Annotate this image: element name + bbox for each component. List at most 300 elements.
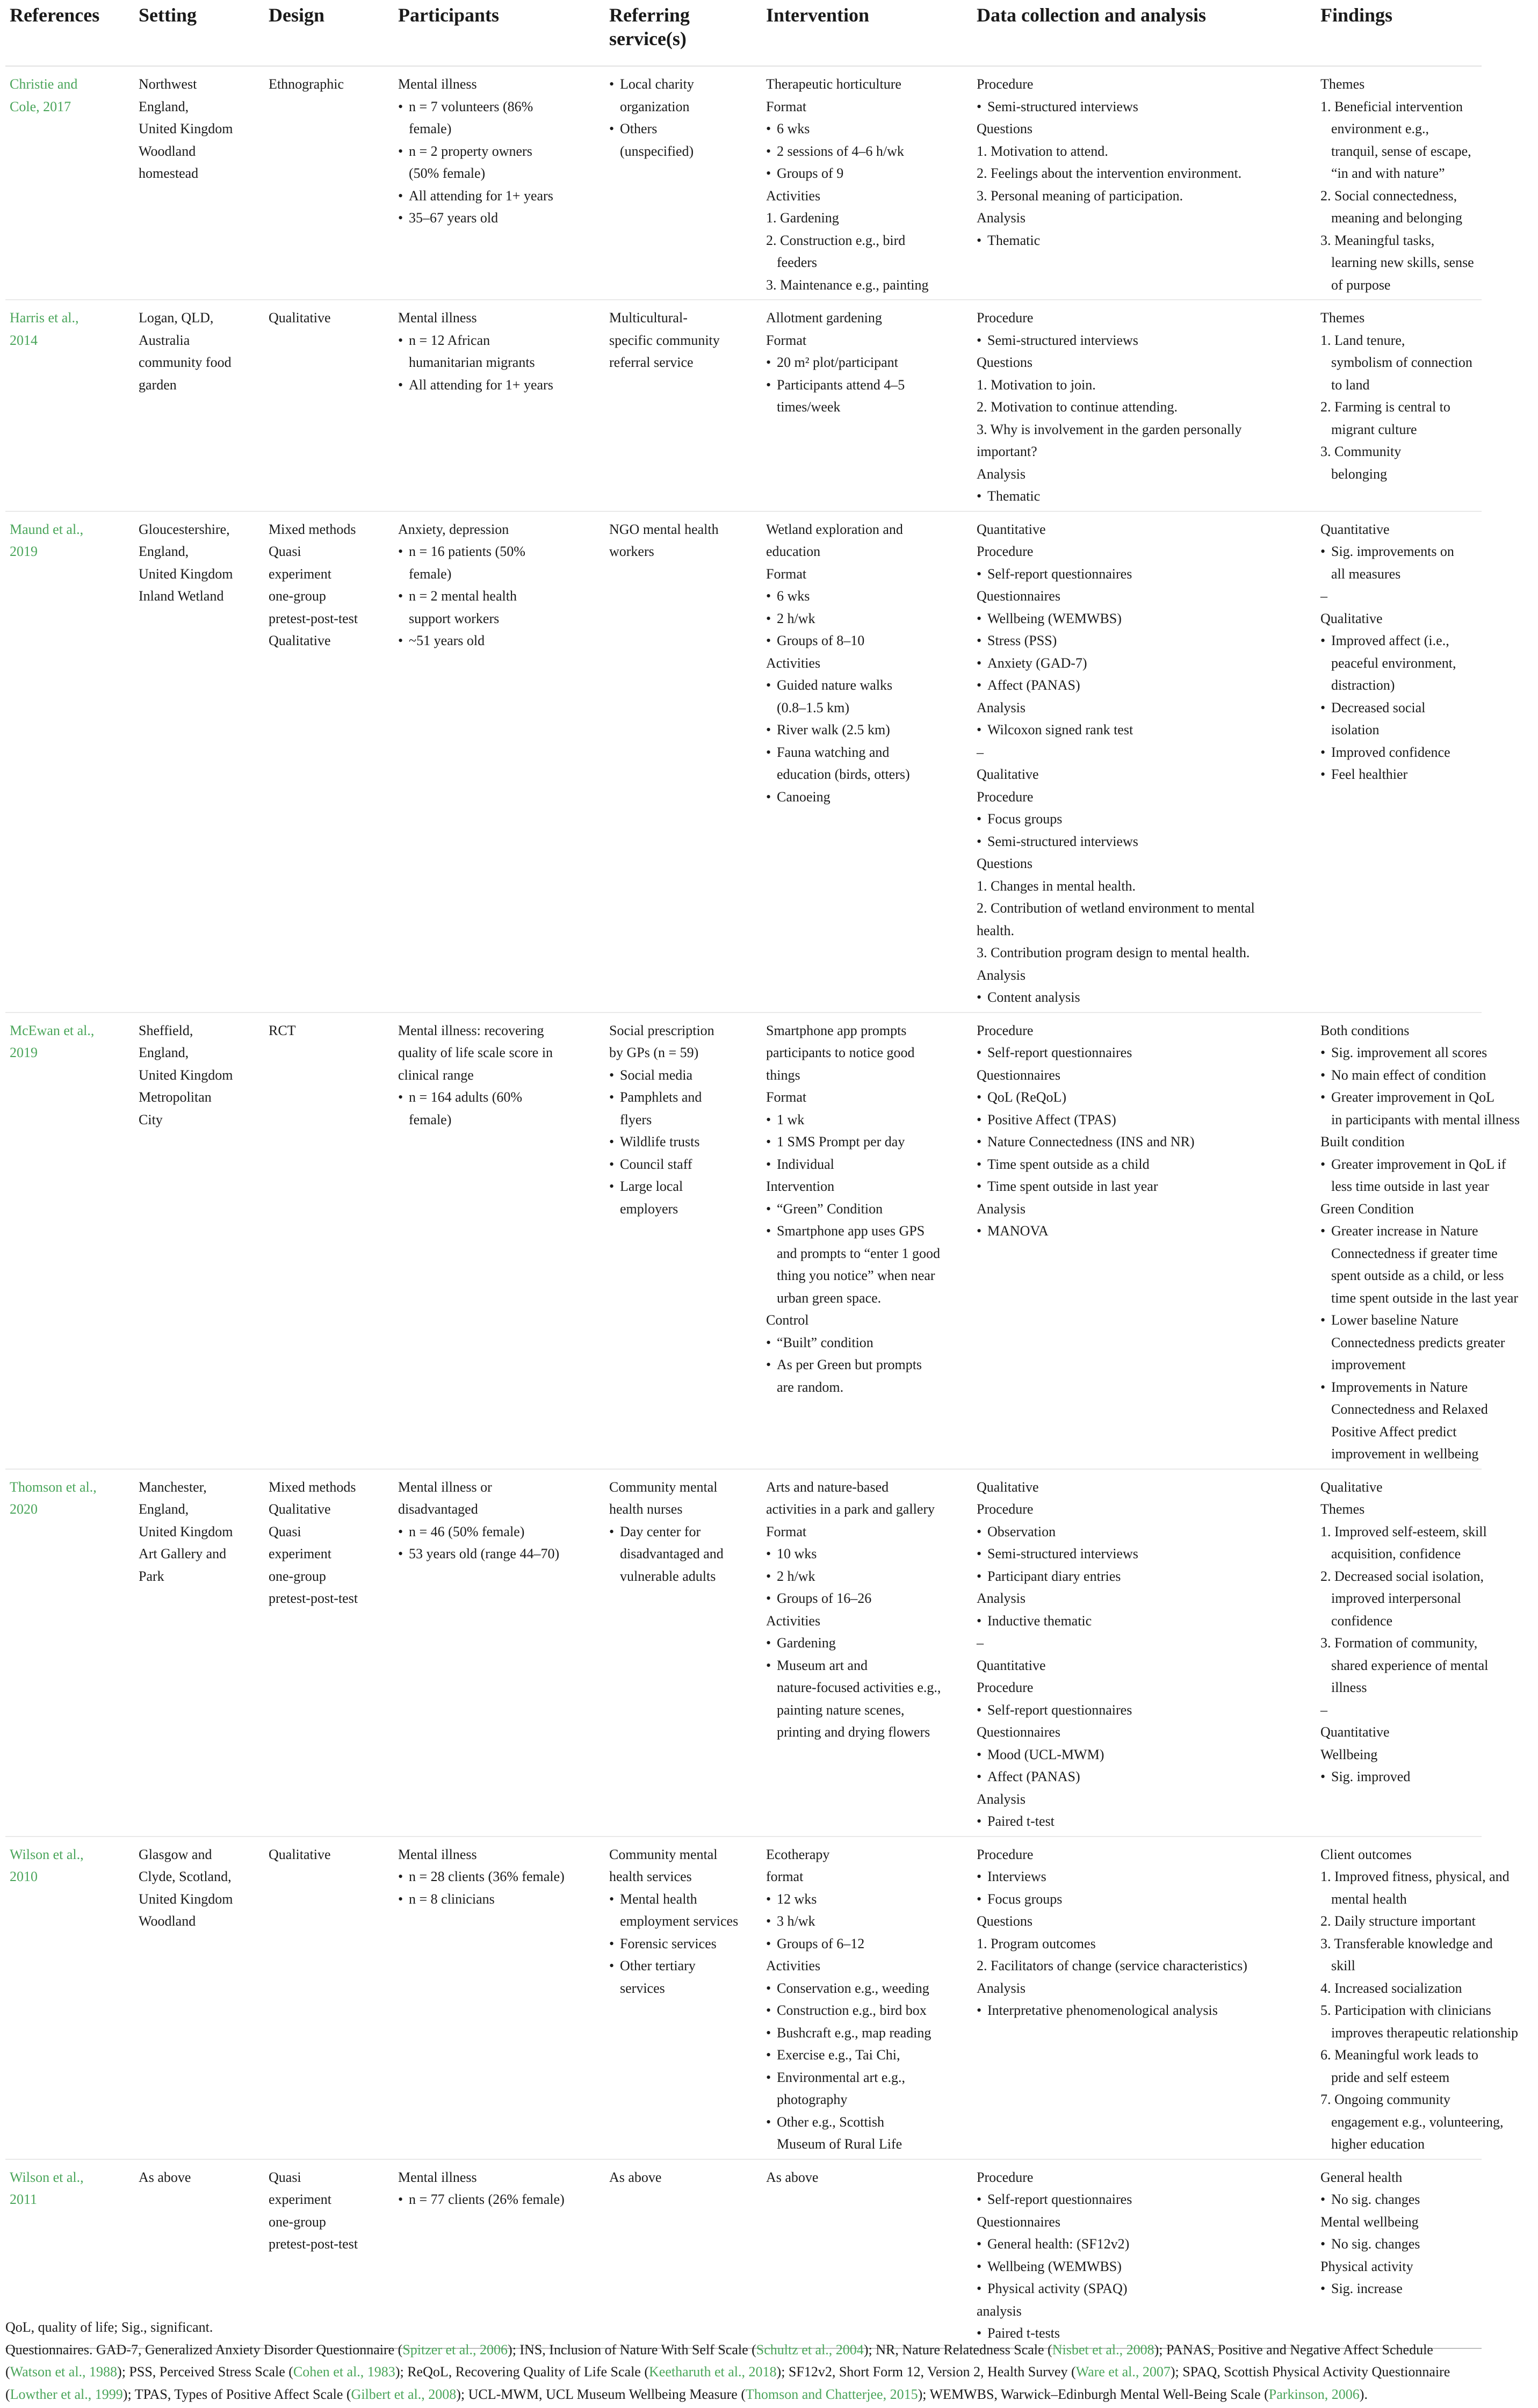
- data-collection-line: health.: [977, 922, 1015, 938]
- findings-line: 1. Improved self-esteem, skill: [1320, 1523, 1487, 1539]
- design-line: pretest-post-test: [269, 1590, 358, 1606]
- referring-services-line: NGO mental health: [609, 521, 719, 537]
- intervention-line: education: [766, 544, 821, 559]
- footnote-text: ); INS, Inclusion of Nature With Self Scale (: [508, 2341, 756, 2358]
- findings-line: improvement in wellbeing: [1331, 1446, 1479, 1462]
- referring-services-bullet: • Social media: [609, 1064, 757, 1087]
- referring-services-bullet: • Council staff: [609, 1153, 757, 1176]
- referring-services-line: employers: [620, 1201, 678, 1217]
- intervention-bullet: • “Green” Condition: [766, 1198, 968, 1220]
- design-line: pretest-post-test: [269, 610, 358, 626]
- cell-data-collection: [972, 1013, 1316, 1469]
- intervention-line: photography: [777, 2092, 848, 2107]
- data-collection-bullet: • Affect (PANAS): [977, 674, 1312, 697]
- intervention-bullet: • 6 wks: [766, 585, 968, 608]
- intervention-bullet: • Fauna watching and: [766, 741, 968, 764]
- data-collection-line: Analysis: [977, 1590, 1026, 1606]
- design-line: one-group: [269, 2214, 326, 2230]
- data-collection-line: –: [977, 1635, 984, 1651]
- participants-line: Mental illness: recovering: [398, 1022, 544, 1038]
- citation-link[interactable]: Ware et al., 2007: [1075, 2364, 1171, 2380]
- reference-link-line: Cole, 2017: [10, 98, 71, 114]
- footnote-text: (: [5, 2386, 10, 2402]
- citation-link[interactable]: Schultz et al., 2004: [756, 2341, 864, 2358]
- findings-line: illness: [1331, 1680, 1367, 1695]
- data-collection-line: Procedure: [977, 1501, 1034, 1517]
- findings-bullet: • Sig. improvement all scores: [1320, 1042, 1477, 1064]
- cell-findings: [1316, 511, 1482, 1013]
- findings-line: Themes: [1320, 1501, 1365, 1517]
- findings-line: improved interpersonal: [1331, 1590, 1461, 1606]
- intervention-bullet: • Gardening: [766, 1632, 968, 1654]
- data-collection-bullet: • Wilcoxon signed rank test: [977, 719, 1312, 741]
- footnote-text: ); ReQoL, Recovering Quality of Life Scale (: [395, 2364, 649, 2380]
- setting-line: Woodland: [139, 143, 196, 159]
- findings-line: migrant culture: [1331, 421, 1417, 437]
- table-row: [5, 66, 1482, 300]
- findings-line: skill: [1331, 1958, 1355, 1973]
- intervention-bullet: • 2 sessions of 4–6 h/wk: [766, 140, 968, 163]
- participants-bullet: • 53 years old (range 44–70): [398, 1543, 601, 1565]
- intervention-line: Arts and nature-based: [766, 1479, 889, 1495]
- setting-line: Inland Wetland: [139, 588, 224, 604]
- intervention-line: painting nature scenes,: [777, 1702, 905, 1718]
- cell-findings: [1316, 1469, 1489, 1836]
- cell-design: [264, 66, 394, 300]
- data-collection-bullet: • Thematic: [977, 485, 1312, 508]
- data-collection-bullet: • Anxiety (GAD-7): [977, 652, 1312, 675]
- cell-design: [264, 1836, 394, 2159]
- findings-line: “in and with nature”: [1331, 165, 1445, 181]
- findings-bullet: • Greater increase in Nature: [1320, 1220, 1477, 1242]
- findings-line: Quantitative: [1320, 521, 1390, 537]
- participants-bullet: • n = 12 African: [398, 329, 601, 352]
- cell-reference[interactable]: [5, 300, 134, 511]
- intervention-line: participants to notice good: [766, 1045, 915, 1060]
- data-collection-bullet: • Wellbeing (WEMWBS): [977, 608, 1312, 630]
- cell-data-collection: [972, 66, 1316, 300]
- footnote-text: ); TPAS, Types of Positive Affect Scale (: [122, 2386, 351, 2402]
- findings-line: 2. Decreased social isolation,: [1320, 1568, 1484, 1584]
- setting-line: Metropolitan: [139, 1089, 212, 1105]
- cell-referring-services: [605, 1836, 762, 2159]
- findings-line: Positive Affect predict: [1331, 1423, 1457, 1440]
- data-collection-line: Questionnaires: [977, 1067, 1060, 1083]
- setting-line: Park: [139, 1568, 164, 1584]
- cell-data-collection: [972, 300, 1316, 511]
- design-line: experiment: [269, 2192, 331, 2207]
- referring-services-line: employment services: [620, 1913, 739, 1929]
- citation-link[interactable]: Cohen et al., 1983: [293, 2364, 395, 2380]
- findings-line: higher education: [1331, 2136, 1425, 2152]
- setting-line: garden: [139, 377, 177, 393]
- findings-bullet: • Sig. improved: [1320, 1766, 1477, 1788]
- intervention-line: Format: [766, 1523, 807, 1539]
- intervention-bullet: • 1 SMS Prompt per day: [766, 1131, 968, 1153]
- intervention-bullet: • Bushcraft e.g., map reading: [766, 2022, 968, 2044]
- intervention-line: Activities: [766, 1612, 821, 1629]
- footnote-text: ).: [1359, 2386, 1368, 2402]
- intervention-line: Format: [766, 98, 807, 114]
- findings-bullet: • Greater improvement in QoL: [1320, 1086, 1477, 1109]
- intervention-line: Smartphone app prompts: [766, 1022, 907, 1038]
- reference-link-line: 2014: [10, 332, 38, 348]
- data-collection-bullet: • Semi-structured interviews: [977, 1543, 1312, 1565]
- data-collection-bullet: • Semi-structured interviews: [977, 329, 1312, 352]
- header-design: Design: [264, 0, 394, 66]
- cell-referring-services: [605, 511, 762, 1013]
- footnote-questionnaires-line-3: [5, 2383, 1531, 2406]
- participants-bullet: • n = 164 adults (60%: [398, 1086, 601, 1109]
- data-collection-bullet: • Paired t-test: [977, 1810, 1312, 1833]
- setting-line: United Kingdom: [139, 1523, 233, 1539]
- setting-line: Clyde, Scotland,: [139, 1869, 232, 1884]
- design-line: RCT: [269, 1022, 296, 1038]
- intervention-bullet: • River walk (2.5 km): [766, 719, 968, 741]
- setting-line: Gloucestershire,: [139, 521, 230, 537]
- intervention-line: (0.8–1.5 km): [777, 699, 850, 715]
- table-body: [5, 66, 1520, 2348]
- design-line: Quasi: [269, 2169, 301, 2185]
- intervention-bullet: • Guided nature walks: [766, 674, 968, 697]
- cell-reference[interactable]: [5, 1013, 134, 1469]
- findings-line: Green Condition: [1320, 1201, 1414, 1217]
- findings-line: General health: [1320, 2169, 1403, 2185]
- findings-line: mental health: [1331, 1891, 1407, 1907]
- referring-services-bullet: • Mental health: [609, 1888, 757, 1911]
- footnote-text: ); SF12v2, Short Form 12, Version 2, Health Survey (: [776, 2364, 1076, 2380]
- data-collection-line: Questionnaires: [977, 588, 1060, 604]
- footnote-questionnaires-line-2: [5, 2361, 1531, 2383]
- findings-line: Themes: [1320, 76, 1365, 92]
- cell-setting: [134, 1469, 264, 1836]
- referring-services-line: health services: [609, 1869, 692, 1884]
- data-collection-bullet: • Interpretative phenomenological analysis: [977, 1999, 1312, 2022]
- findings-line: symbolism of connection: [1331, 355, 1472, 370]
- setting-line: United Kingdom: [139, 1067, 233, 1083]
- findings-bullet: • No sig. changes: [1320, 2233, 1477, 2255]
- setting-line: Logan, QLD,: [139, 310, 214, 326]
- intervention-line: thing you notice” when near: [777, 1268, 935, 1283]
- data-collection-line: Procedure: [977, 1846, 1034, 1862]
- findings-line: 3. Meaningful tasks,: [1320, 232, 1435, 248]
- cell-setting: [134, 300, 264, 511]
- data-collection-line: 1. Changes in mental health.: [977, 878, 1136, 894]
- intervention-bullet: • Groups of 6–12: [766, 1933, 968, 1955]
- design-line: one-group: [269, 1568, 326, 1584]
- data-collection-line: Questions: [977, 355, 1032, 370]
- intervention-bullet: • Museum art and: [766, 1654, 968, 1677]
- participants-bullet: • n = 8 clinicians: [398, 1888, 601, 1911]
- data-collection-bullet: • MANOVA: [977, 1220, 1312, 1242]
- referring-services-bullet: • Day center for: [609, 1521, 757, 1543]
- findings-line: 5. Participation with clinicians: [1320, 2002, 1491, 2018]
- reference-link-line: Wilson et al.,: [10, 2169, 84, 2185]
- data-collection-line: Procedure: [977, 544, 1034, 559]
- findings-line: 1. Land tenure,: [1320, 332, 1405, 348]
- intervention-bullet: • Groups of 8–10: [766, 630, 968, 652]
- intervention-line: Format: [766, 566, 807, 582]
- findings-line: 1. Improved fitness, physical, and: [1320, 1869, 1510, 1884]
- participants-line: clinical range: [398, 1067, 474, 1083]
- intervention-line: nature-focused activities e.g.,: [777, 1680, 941, 1695]
- intervention-line: Control: [766, 1312, 809, 1328]
- design-line: Mixed methods: [269, 1479, 356, 1495]
- cell-data-collection: [972, 1469, 1316, 1836]
- findings-bullet: • Improved affect (i.e.,: [1320, 630, 1477, 652]
- cell-intervention: [762, 1836, 972, 2159]
- data-collection-line: Questions: [977, 121, 1032, 136]
- data-collection-line: Analysis: [977, 210, 1026, 226]
- data-collection-bullet: • General health: (SF12v2): [977, 2233, 1312, 2255]
- cell-data-collection: [972, 1836, 1316, 2159]
- citation-link[interactable]: Gilbert et al., 2008: [351, 2386, 457, 2402]
- referring-services-line: specific community: [609, 332, 720, 348]
- table-row: [5, 1013, 1482, 1469]
- data-collection-line: Quantitative: [977, 1657, 1046, 1673]
- intervention-line: Intervention: [766, 1178, 835, 1194]
- data-collection-bullet: • Self-report questionnaires: [977, 2188, 1312, 2211]
- intervention-line: Wetland exploration and: [766, 521, 903, 537]
- referring-services-line: health nurses: [609, 1501, 683, 1517]
- findings-line: to land: [1331, 377, 1370, 393]
- cell-reference[interactable]: [5, 511, 134, 1013]
- setting-line: Art Gallery and: [139, 1546, 227, 1561]
- findings-line: 4. Increased socialization: [1320, 1980, 1462, 1996]
- setting-line: Northwest: [139, 76, 197, 92]
- setting-line: community food: [139, 355, 232, 370]
- data-collection-line: Procedure: [977, 1022, 1034, 1038]
- referring-services-line: As above: [609, 2169, 662, 2185]
- data-collection-line: Analysis: [977, 1980, 1026, 1996]
- intervention-line: Activities: [766, 187, 821, 204]
- findings-line: –: [1320, 1702, 1327, 1718]
- intervention-line: Format: [766, 1089, 807, 1105]
- citation-link[interactable]: Lowther et al., 1999: [10, 2386, 123, 2402]
- data-collection-bullet: • Physical activity (SPAQ): [977, 2277, 1312, 2300]
- intervention-line: feeders: [777, 255, 818, 270]
- intervention-bullet: • As per Green but prompts: [766, 1354, 968, 1376]
- table-footnotes: [5, 2316, 1531, 2405]
- participants-bullet: • n = 16 patients (50%: [398, 540, 601, 563]
- reference-link-line: Harris et al.,: [10, 310, 79, 326]
- cell-participants: [394, 300, 605, 511]
- data-collection-bullet: • Interviews: [977, 1865, 1312, 1888]
- cell-findings: [1316, 300, 1482, 511]
- findings-line: spent outside as a child, or less: [1331, 1268, 1504, 1283]
- referring-services-line: disadvantaged and: [620, 1546, 724, 1561]
- intervention-bullet: • Canoeing: [766, 786, 968, 808]
- findings-bullet: • Sig. increase: [1320, 2277, 1477, 2300]
- findings-line: tranquil, sense of escape,: [1331, 143, 1471, 159]
- data-collection-bullet: • Focus groups: [977, 808, 1312, 830]
- findings-line: 1. Beneficial intervention: [1320, 98, 1463, 114]
- referring-services-line: workers: [609, 544, 654, 559]
- findings-line: Themes: [1320, 310, 1365, 326]
- data-collection-line: Questions: [977, 1913, 1032, 1929]
- citation-link[interactable]: Parkinson, 2006: [1268, 2386, 1360, 2402]
- cell-design: [264, 1013, 394, 1469]
- header-setting: Setting: [134, 0, 264, 66]
- data-collection-line: Qualitative: [977, 1479, 1039, 1495]
- intervention-bullet: • Conservation e.g., weeding: [766, 1977, 968, 2000]
- setting-line: England,: [139, 1501, 189, 1517]
- cell-setting: [134, 1013, 264, 1469]
- data-collection-line: Analysis: [977, 967, 1026, 983]
- participants-line: Mental illness: [398, 1846, 477, 1862]
- findings-bullet: • Sig. improvements on: [1320, 540, 1477, 563]
- intervention-line: times/week: [777, 399, 841, 415]
- intervention-bullet: • 6 wks: [766, 118, 968, 140]
- citation-link[interactable]: Spitzer et al., 2006: [402, 2341, 508, 2358]
- cell-referring-services: [605, 66, 762, 300]
- footnote-text: ); PANAS, Positive and Negative Affect Schedule: [1154, 2341, 1433, 2358]
- findings-bullet: • Greater improvement in QoL if: [1320, 1153, 1477, 1176]
- footnote-text: ); WEMWBS, Warwick–Edinburgh Mental Well-Being Scale (: [918, 2386, 1269, 2402]
- data-collection-bullet: • QoL (ReQoL): [977, 1086, 1312, 1109]
- cell-participants: [394, 1469, 605, 1836]
- findings-line: acquisition, confidence: [1331, 1546, 1461, 1561]
- findings-line: 3. Transferable knowledge and: [1320, 1935, 1493, 1951]
- participants-line: Mental illness: [398, 2169, 477, 2185]
- cell-setting: [134, 1836, 264, 2159]
- reference-link-line: 2010: [10, 1869, 38, 1884]
- intervention-line: and prompts to “enter 1 good: [777, 1245, 940, 1261]
- data-collection-line: important?: [977, 444, 1037, 459]
- header-intervention: Intervention: [762, 0, 972, 66]
- findings-bullet: • Improved confidence: [1320, 741, 1477, 764]
- referring-services-line: (unspecified): [620, 143, 694, 159]
- citation-link[interactable]: Thomson and Chatterjee, 2015: [746, 2386, 918, 2402]
- design-line: Qualitative: [269, 1501, 331, 1517]
- citation-link[interactable]: Watson et al., 1988: [10, 2364, 118, 2380]
- intervention-line: Format: [766, 332, 807, 348]
- cell-intervention: [762, 1013, 972, 1469]
- data-collection-bullet: • Semi-structured interviews: [977, 96, 1312, 118]
- intervention-bullet: • Individual: [766, 1153, 968, 1176]
- data-collection-bullet: • Participant diary entries: [977, 1565, 1312, 1588]
- cell-findings: [1316, 66, 1482, 300]
- findings-line: Built condition: [1320, 1134, 1405, 1149]
- cell-design: [264, 300, 394, 511]
- design-line: Ethnographic: [269, 76, 344, 92]
- participants-line: female): [409, 566, 452, 582]
- intervention-line: Allotment gardening: [766, 310, 882, 326]
- data-collection-line: 2. Motivation to continue attending.: [977, 399, 1178, 415]
- data-collection-line: analysis: [977, 2303, 1022, 2319]
- citation-link[interactable]: Nisbet et al., 2008: [1052, 2341, 1154, 2358]
- footnote-text: (: [5, 2364, 10, 2380]
- cell-referring-services: [605, 300, 762, 511]
- setting-line: As above: [139, 2169, 191, 2185]
- participants-bullet: • n = 28 clients (36% female): [398, 1865, 601, 1888]
- participants-bullet: • All attending for 1+ years: [398, 374, 601, 396]
- findings-line: 7. Ongoing community: [1320, 2092, 1450, 2107]
- findings-line: belonging: [1331, 466, 1387, 482]
- data-collection-line: Analysis: [977, 466, 1026, 482]
- table-row: [5, 511, 1482, 1013]
- findings-line: meaning and belonging: [1331, 210, 1463, 226]
- referring-services-line: Community mental: [609, 1479, 718, 1495]
- referring-services-line: referral service: [609, 355, 694, 370]
- data-collection-line: –: [977, 744, 984, 760]
- design-line: Quasi: [269, 1523, 301, 1539]
- referring-services-line: Multicultural-: [609, 310, 688, 326]
- data-collection-line: 2. Contribution of wetland environment to mental: [977, 900, 1255, 916]
- header-data-collection: Data collection and analysis: [972, 0, 1316, 66]
- data-collection-line: Procedure: [977, 789, 1034, 805]
- data-collection-bullet: • Affect (PANAS): [977, 1766, 1312, 1788]
- participants-bullet: • 35–67 years old: [398, 207, 601, 229]
- cell-referring-services: [605, 1469, 762, 1836]
- participants-line: quality of life scale score in: [398, 1045, 553, 1060]
- participants-line: Mental illness: [398, 310, 477, 326]
- data-collection-bullet: • Semi-structured interviews: [977, 830, 1312, 853]
- data-collection-bullet: • Thematic: [977, 229, 1312, 252]
- findings-bullet: • No main effect of condition: [1320, 1064, 1477, 1087]
- participants-line: humanitarian migrants: [409, 355, 535, 370]
- referring-services-bullet: • Others: [609, 118, 757, 140]
- referring-services-line: services: [620, 1980, 665, 1996]
- findings-line: in participants with mental illness: [1331, 1111, 1520, 1127]
- data-collection-line: 2. Feelings about the intervention environment.: [977, 165, 1242, 181]
- data-collection-line: Analysis: [977, 1791, 1026, 1807]
- intervention-line: are random.: [777, 1379, 844, 1395]
- intervention-bullet: • 20 m² plot/participant: [766, 351, 968, 374]
- footnote-text: ); NR, Nature Relatedness Scale (: [863, 2341, 1052, 2358]
- intervention-bullet: • Exercise e.g., Tai Chi,: [766, 2044, 968, 2066]
- setting-line: England,: [139, 98, 189, 114]
- findings-line: improves therapeutic relationship: [1331, 2024, 1519, 2041]
- reference-link-line: Thomson et al.,: [10, 1479, 97, 1495]
- data-collection-line: Procedure: [977, 1680, 1034, 1695]
- participants-line: support workers: [409, 610, 500, 626]
- cell-data-collection: [972, 511, 1316, 1013]
- findings-line: –: [1320, 588, 1327, 604]
- cell-reference[interactable]: [5, 1836, 134, 2159]
- design-line: Mixed methods: [269, 521, 356, 537]
- findings-bullet: • Improvements in Nature: [1320, 1376, 1477, 1399]
- data-collection-line: Quantitative: [977, 521, 1046, 537]
- intervention-bullet: • Smartphone app uses GPS: [766, 1220, 968, 1242]
- findings-line: less time outside in last year: [1331, 1178, 1489, 1194]
- participants-bullet: • n = 2 property owners: [398, 140, 601, 163]
- cell-design: [264, 1469, 394, 1836]
- cell-participants: [394, 66, 605, 300]
- findings-bullet: • Decreased social: [1320, 697, 1477, 719]
- setting-line: England,: [139, 544, 189, 559]
- cell-findings: [1316, 1836, 1519, 2159]
- intervention-line: printing and drying flowers: [777, 1724, 930, 1740]
- findings-line: pride and self esteem: [1331, 2069, 1450, 2085]
- cell-reference[interactable]: [5, 66, 134, 300]
- cell-reference[interactable]: [5, 1469, 134, 1836]
- data-collection-bullet: • Time spent outside as a child: [977, 1153, 1312, 1176]
- cell-setting: [134, 66, 264, 300]
- intervention-line: Activities: [766, 1958, 821, 1973]
- findings-line: peaceful environment,: [1331, 655, 1456, 671]
- intervention-line: Activities: [766, 655, 821, 671]
- data-collection-bullet: • Self-report questionnaires: [977, 1699, 1312, 1722]
- data-collection-line: 3. Contribution program design to mental health.: [977, 945, 1250, 960]
- setting-line: United Kingdom: [139, 1891, 233, 1907]
- data-collection-line: Questionnaires: [977, 1724, 1060, 1740]
- citation-link[interactable]: Keetharuth et al., 2018: [649, 2364, 777, 2380]
- data-collection-line: Analysis: [977, 1201, 1026, 1217]
- findings-line: shared experience of mental: [1331, 1657, 1489, 1673]
- cell-participants: [394, 511, 605, 1013]
- participants-line: Mental illness or: [398, 1479, 492, 1495]
